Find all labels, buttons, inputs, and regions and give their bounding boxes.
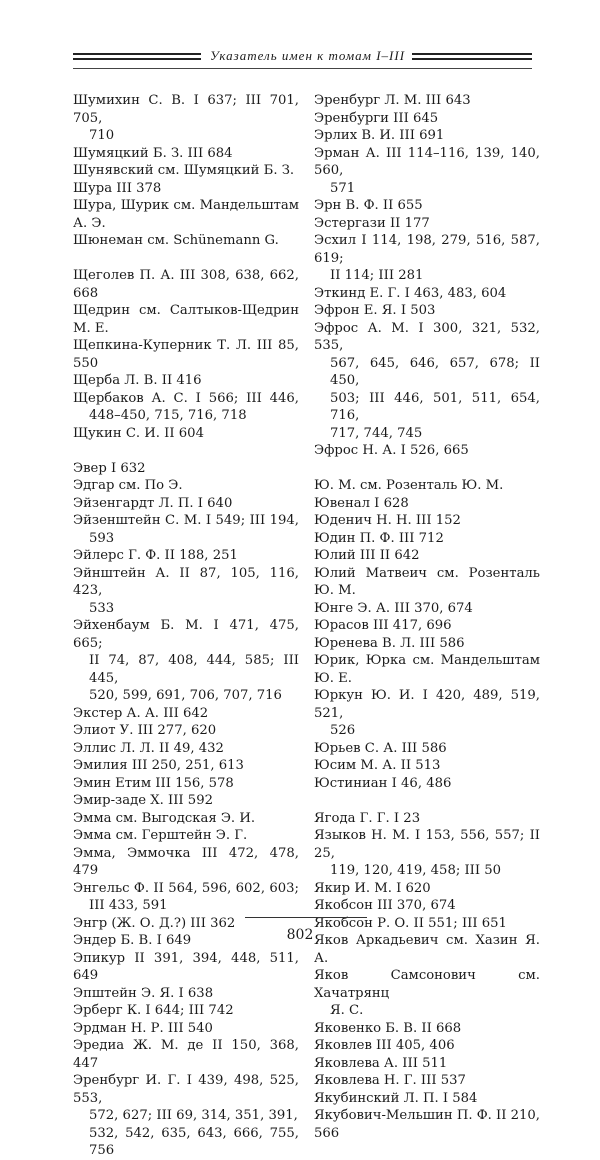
- index-entry: [314, 320, 540, 443]
- index-entry: [73, 617, 299, 705]
- index-entry: [73, 565, 299, 618]
- index-entry: [314, 512, 540, 530]
- index-entry: [73, 740, 299, 758]
- index-entry: [73, 477, 299, 495]
- entry-continuation-line: 717, 744, 745: [330, 425, 423, 441]
- entry-line: Юдин П. Ф. III 712: [314, 530, 444, 546]
- entry-line: Щедрин см. Салтыков-Щедрин М. Е.: [73, 303, 299, 336]
- entry-line: Шура III 378: [73, 180, 162, 196]
- index-entry: [314, 302, 540, 320]
- index-entry: [314, 810, 540, 828]
- index-entry: [73, 845, 299, 880]
- entry-continuation-line: 593: [89, 530, 115, 546]
- entry-continuation-line: 571: [330, 180, 356, 196]
- index-entry: [73, 495, 299, 513]
- header-underline: [73, 68, 532, 69]
- entry-continuation-line: 533: [89, 600, 115, 616]
- entry-continuation-line: 710: [89, 128, 115, 143]
- header-rule-left-bottom: [73, 58, 201, 60]
- entry-line: Эренбурги III 645: [314, 110, 439, 126]
- right-column: [314, 92, 540, 1142]
- header-title: Указатель имен к томам I–III: [209, 48, 406, 63]
- entry-line: Якубинский Л. П. I 584: [314, 1090, 478, 1106]
- entry-line: Экстер А. А. III 642: [73, 705, 209, 721]
- entry-line: Эйлерс Г. Ф. II 188, 251: [73, 548, 238, 563]
- entry-line: Эрдман Н. Р. III 540: [73, 1020, 213, 1036]
- index-entry: [314, 110, 540, 128]
- entry-line: Эйзенгардт Л. П. I 640: [73, 495, 233, 511]
- entry-line: Эпикур II 391, 394, 448, 511, 649: [73, 950, 299, 983]
- entry-continuation-line: 448–450, 715, 716, 718: [89, 408, 247, 423]
- entry-line: Эфрос Н. А. I 526, 665: [314, 443, 469, 458]
- entry-line: Эллис Л. Л. II 49, 432: [73, 740, 224, 756]
- entry-line: Эфрос А. М. I 300, 321, 532, 535,: [314, 320, 540, 353]
- entry-line: Эпштейн Э. Я. I 638: [73, 985, 214, 1001]
- index-entry: [314, 687, 540, 740]
- index-entry: [314, 635, 540, 653]
- page-number: 802: [286, 927, 314, 943]
- entry-line: Щербаков А. С. I 566; III 446,: [73, 390, 299, 406]
- left-column: [73, 92, 299, 1160]
- entry-line: Эредиа Ж. М. де II 150, 368, 447: [73, 1038, 299, 1071]
- entry-line: Якобсон Р. О. II 551; III 651: [314, 915, 507, 931]
- letter-section-gap: [314, 460, 540, 478]
- index-entry: [314, 775, 540, 793]
- index-entry: [73, 92, 299, 145]
- letter-section-gap: [73, 442, 299, 460]
- entry-line: Яков Самсонович см. Хачатрянц: [314, 968, 540, 1001]
- entry-line: Ю. М. см. Розенталь Ю. М.: [314, 478, 504, 493]
- entry-line: Юркун Ю. И. I 420, 489, 519, 521,: [314, 688, 540, 721]
- entry-line: Якир И. М. I 620: [314, 880, 431, 896]
- entry-line: Юлий III II 642: [314, 548, 420, 563]
- index-entry: [73, 267, 299, 302]
- entry-line: Шюнеман см. Schünemann G.: [73, 233, 279, 248]
- index-entry: [314, 1072, 540, 1090]
- index-entry: [314, 547, 540, 565]
- index-entry: [314, 600, 540, 618]
- running-header: [73, 44, 532, 70]
- index-entry: [73, 792, 299, 810]
- index-entry: [73, 162, 299, 180]
- index-entry: [73, 1002, 299, 1020]
- entry-line: Юлий Матвеич см. Розенталь Ю. М.: [314, 565, 540, 598]
- index-entry: [73, 390, 299, 425]
- entry-line: Яковлева Н. Г. III 537: [314, 1073, 466, 1088]
- index-entry: [73, 197, 299, 232]
- entry-line: Эйзенштейн С. М. I 549; III 194,: [73, 513, 299, 528]
- entry-line: Яков Аркадьевич см. Хазин Я. А.: [314, 933, 540, 966]
- entry-line: Шура, Шурик см. Мандельштам А. Э.: [73, 198, 299, 231]
- footer-rule: [245, 917, 367, 918]
- entry-line: Шумихин С. В. I 637; III 701, 705,: [73, 93, 299, 126]
- index-entry: [314, 127, 540, 145]
- header-rule-left-top: [73, 53, 201, 55]
- entry-line: Эткинд Е. Г. I 463, 483, 604: [314, 285, 507, 301]
- index-entry: [314, 827, 540, 880]
- entry-line: Юрик, Юрка см. Мандельштам Ю. Е.: [314, 653, 540, 686]
- entry-line: Энгельс Ф. II 564, 596, 602, 603;: [73, 880, 299, 896]
- index-entry: [314, 1090, 540, 1108]
- entry-line: Яковлев III 405, 406: [314, 1038, 455, 1053]
- entry-line: Юренева В. Л. III 586: [314, 635, 465, 651]
- letter-section-gap: [73, 250, 299, 268]
- index-entry: [73, 705, 299, 723]
- entry-line: Щукин С. И. II 604: [73, 425, 204, 441]
- entry-continuation-line: 532, 542, 635, 643, 666, 755, 756: [89, 1125, 299, 1158]
- entry-line: Эстергази II 177: [314, 215, 430, 231]
- index-entry: [314, 757, 540, 775]
- index-entry: [73, 460, 299, 478]
- index-entry: [73, 180, 299, 198]
- entry-line: Эмилия III 250, 251, 613: [73, 758, 244, 773]
- index-entry: [73, 302, 299, 337]
- entry-continuation-line: III 433, 591: [89, 898, 168, 913]
- entry-line: Эндер Б. В. I 649: [73, 933, 192, 948]
- index-entry: [314, 215, 540, 233]
- index-entry: [314, 495, 540, 513]
- index-entry: [73, 985, 299, 1003]
- entry-line: Эрман А. III 114–116, 139, 140, 560,: [314, 145, 540, 178]
- index-entry: [73, 827, 299, 845]
- index-entry: [314, 530, 540, 548]
- index-entry: [73, 775, 299, 793]
- entry-line: Эрберг К. I 644; III 742: [73, 1003, 234, 1018]
- entry-line: Эрлих В. И. III 691: [314, 128, 445, 143]
- entry-line: Эмин Етим III 156, 578: [73, 775, 234, 791]
- index-entry: [73, 372, 299, 390]
- index-entry: [73, 512, 299, 547]
- index-entry: [314, 897, 540, 915]
- entry-line: Ювенал I 628: [314, 495, 409, 511]
- entry-line: Эсхил I 114, 198, 279, 516, 587, 619;: [314, 233, 540, 266]
- entry-line: Щепкина-Куперник Т. Л. III 85, 550: [73, 338, 299, 371]
- entry-line: Эвер I 632: [73, 460, 146, 476]
- index-entry: [314, 1055, 540, 1073]
- index-entry: [73, 950, 299, 985]
- entry-line: Элиот У. III 277, 620: [73, 723, 217, 738]
- entry-line: Эрн В. Ф. II 655: [314, 198, 423, 213]
- entry-continuation-line: Я. С.: [330, 1003, 364, 1018]
- entry-line: Эренбург Л. М. III 643: [314, 93, 471, 108]
- header-rule-right-top: [412, 53, 532, 55]
- entry-line: Юденич Н. Н. III 152: [314, 513, 461, 528]
- index-entry: [73, 1037, 299, 1072]
- entry-continuation-line: 572, 627; III 69, 314, 351, 391,: [89, 1108, 298, 1123]
- index-entry: [73, 722, 299, 740]
- index-entry: [314, 197, 540, 215]
- index-entry: [73, 1020, 299, 1038]
- index-entry: [314, 145, 540, 198]
- entry-line: Якубович-Мельшин П. Ф. II 210, 566: [314, 1108, 541, 1141]
- index-entry: [314, 92, 540, 110]
- index-entry: [73, 880, 299, 915]
- entry-line: Юрасов III 417, 696: [314, 618, 452, 633]
- entry-line: Эфрон Е. Я. I 503: [314, 303, 436, 318]
- entry-continuation-line: 503; III 446, 501, 511, 654, 716,: [330, 390, 540, 423]
- entry-line: Энгр (Ж. О. Д.?) III 362: [73, 915, 236, 931]
- entry-continuation-line: II 74, 87, 408, 444, 585; III 445,: [89, 653, 299, 686]
- index-entry: [314, 442, 540, 460]
- entry-continuation-line: 526: [330, 723, 356, 738]
- index-entry: [314, 1037, 540, 1055]
- entry-line: Юнге Э. А. III 370, 674: [314, 600, 473, 616]
- entry-line: Ягода Г. Г. I 23: [314, 810, 421, 826]
- entry-line: Щерба Л. В. II 416: [73, 373, 202, 388]
- entry-line: Эмма см. Герштейн Э. Г.: [73, 828, 248, 843]
- index-entry: [314, 652, 540, 687]
- index-entry: [73, 145, 299, 163]
- index-entry: [73, 810, 299, 828]
- index-entry: [314, 1107, 540, 1142]
- entry-line: Эренбург И. Г. I 439, 498, 525, 553,: [73, 1073, 299, 1106]
- index-entry: [73, 757, 299, 775]
- letter-section-gap: [314, 792, 540, 810]
- entry-continuation-line: II 114; III 281: [330, 268, 424, 283]
- index-entry: [73, 547, 299, 565]
- entry-line: Эйнштейн А. II 87, 105, 116, 423,: [73, 565, 299, 598]
- entry-continuation-line: 520, 599, 691, 706, 707, 716: [89, 688, 282, 703]
- entry-continuation-line: 119, 120, 419, 458; III 50: [330, 863, 502, 878]
- entry-continuation-line: 567, 645, 646, 657, 678; II 450,: [330, 355, 540, 388]
- index-entry: [73, 1072, 299, 1160]
- entry-line: Шумяцкий Б. З. III 684: [73, 145, 233, 161]
- index-entry: [314, 285, 540, 303]
- entry-line: Эйхенбаум Б. М. I 471, 475, 665;: [73, 618, 299, 651]
- entry-line: Шунявский см. Шумяцкий Б. З.: [73, 163, 295, 178]
- entry-line: Щеголев П. А. III 308, 638, 662, 668: [73, 268, 299, 301]
- entry-line: Яковенко Б. В. II 668: [314, 1020, 462, 1036]
- index-entry: [314, 880, 540, 898]
- index-entry: [314, 740, 540, 758]
- index-entry: [73, 425, 299, 443]
- entry-line: Эмма см. Выгодская Э. И.: [73, 810, 256, 826]
- entry-line: Юсим М. А. II 513: [314, 758, 441, 773]
- entry-line: Юстиниан I 46, 486: [314, 775, 452, 791]
- entry-line: Юрьев С. А. III 586: [314, 740, 447, 756]
- index-entry: [314, 1020, 540, 1038]
- index-entry: [314, 967, 540, 1020]
- entry-line: Эмма, Эммочка III 472, 478, 479: [73, 845, 299, 878]
- index-entry: [73, 337, 299, 372]
- entry-line: Эдгар см. По Э.: [73, 478, 183, 493]
- entry-line: Якобсон III 370, 674: [314, 898, 456, 913]
- index-entry: [314, 477, 540, 495]
- entry-line: Эмир-заде Х. III 592: [73, 793, 213, 808]
- header-rule-right-bottom: [412, 58, 532, 60]
- index-entry: [73, 232, 299, 250]
- entry-line: Языков Н. М. I 153, 556, 557; II 25,: [314, 828, 540, 861]
- entry-line: Яковлева А. III 511: [314, 1055, 448, 1071]
- index-entry: [314, 617, 540, 635]
- index-entry: [314, 232, 540, 285]
- index-entry: [314, 565, 540, 600]
